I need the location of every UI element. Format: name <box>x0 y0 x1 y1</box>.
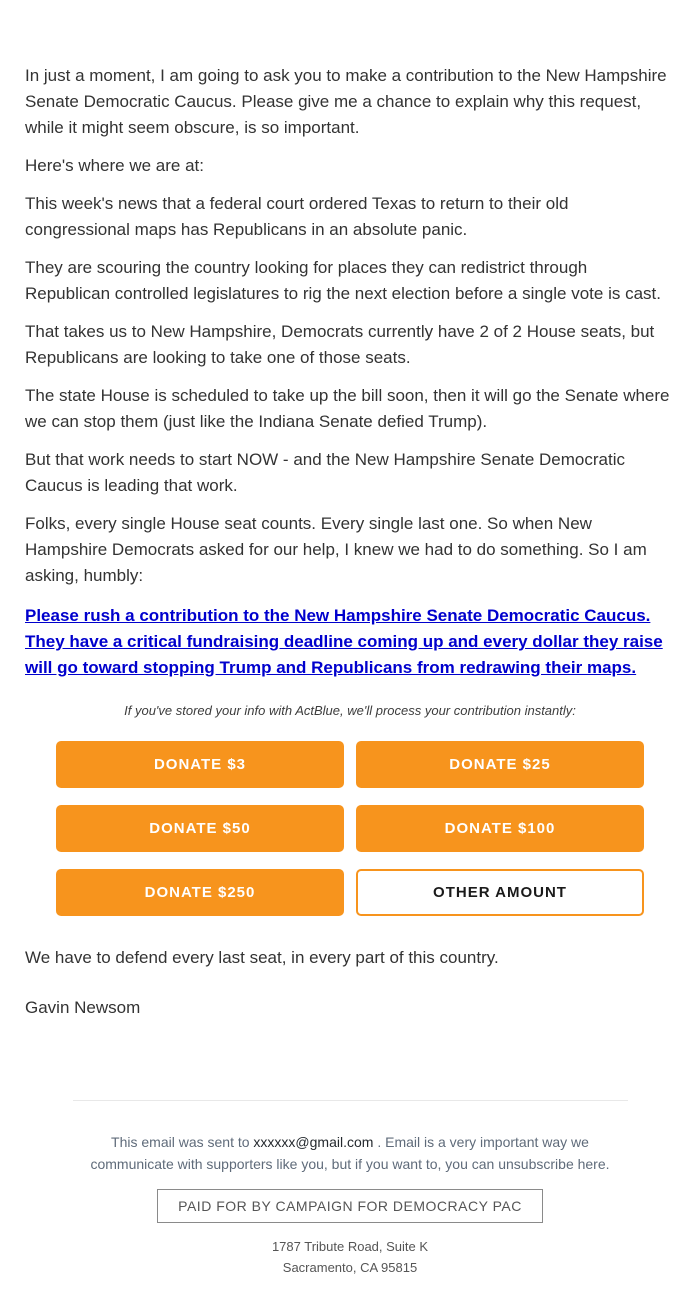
recipient-email: xxxxxx@gmail.com <box>253 1134 374 1150</box>
unsubscribe-link[interactable]: unsubscribe here. <box>498 1156 610 1172</box>
contribution-link[interactable]: Please rush a contribution to the New Hampshire Senate Democratic Caucus. They have a critical fundraising deadline coming up and every dollar they raise will go toward stopping Trump and Republicans from redrawing their maps. <box>25 606 663 677</box>
donate-3-button[interactable]: DONATE $3 <box>56 741 344 788</box>
donate-250-button[interactable]: DONATE $250 <box>56 869 344 916</box>
paragraph-scouring: They are scouring the country looking for places they can redistrict through Republican controlled legislatures to rig the next election before a single vote is cast. <box>25 258 661 303</box>
donate-50-button[interactable]: DONATE $50 <box>56 805 344 852</box>
address-line-1: 1787 Tribute Road, Suite K <box>271 1239 429 1254</box>
paragraph-asking-humbly: Folks, every single House seat counts. Every single last one. So when New Hampshire Democrats asked for our help, I knew we had to do something. So I am asking, humbly: <box>25 514 647 585</box>
donate-button-grid <box>56 741 644 916</box>
donate-25-button[interactable]: DONATE $25 <box>356 741 644 788</box>
postal-address <box>25 1236 675 1278</box>
paragraph-state-house: The state House is scheduled to take up the bill soon, then it will go the Senate where we can stop them (just like the Indiana Senate defied Trump). <box>25 386 670 431</box>
paid-for-disclaimer: PAID FOR BY CAMPAIGN FOR DEMOCRACY PAC <box>157 1189 543 1223</box>
other-amount-button[interactable]: OTHER AMOUNT <box>356 869 644 916</box>
paragraph-heres-where: Here's where we are at: <box>25 156 204 175</box>
paragraph-new-hampshire: That takes us to New Hampshire, Democrats currently have 2 of 2 House seats, but Republicans are looking to take one of those seats. <box>25 322 655 367</box>
email-footer <box>25 1131 675 1278</box>
signature: Gavin Newsom <box>25 998 141 1017</box>
footer-sent-line <box>80 1131 620 1175</box>
closing-line: We have to defend every last seat, in every part of this country. <box>25 948 499 967</box>
actblue-note: If you've stored your info with ActBlue, we'll process your contribution instantly: <box>124 703 576 718</box>
address-line-2: Sacramento, CA 95815 <box>282 1260 418 1275</box>
footer-sent-prefix: This email was sent to <box>111 1134 254 1150</box>
footer-divider <box>73 1100 628 1101</box>
paragraph-intro: In just a moment, I am going to ask you to make a contribution to the New Hampshire Senate Democratic Caucus. Please give me a chance to explain why this request, while it might seem obscure, is so important. <box>25 66 667 137</box>
footer-sent-middle: . Email is a very important way we communicate with supporters like you, but if you want to, you can <box>90 1134 589 1172</box>
paragraph-start-now: But that work needs to start NOW - and the New Hampshire Senate Democratic Caucus is leading that work. <box>25 450 625 495</box>
donate-100-button[interactable]: DONATE $100 <box>356 805 644 852</box>
paragraph-texas-news: This week's news that a federal court ordered Texas to return to their old congressional maps has Republicans in an absolute panic. <box>25 194 569 239</box>
